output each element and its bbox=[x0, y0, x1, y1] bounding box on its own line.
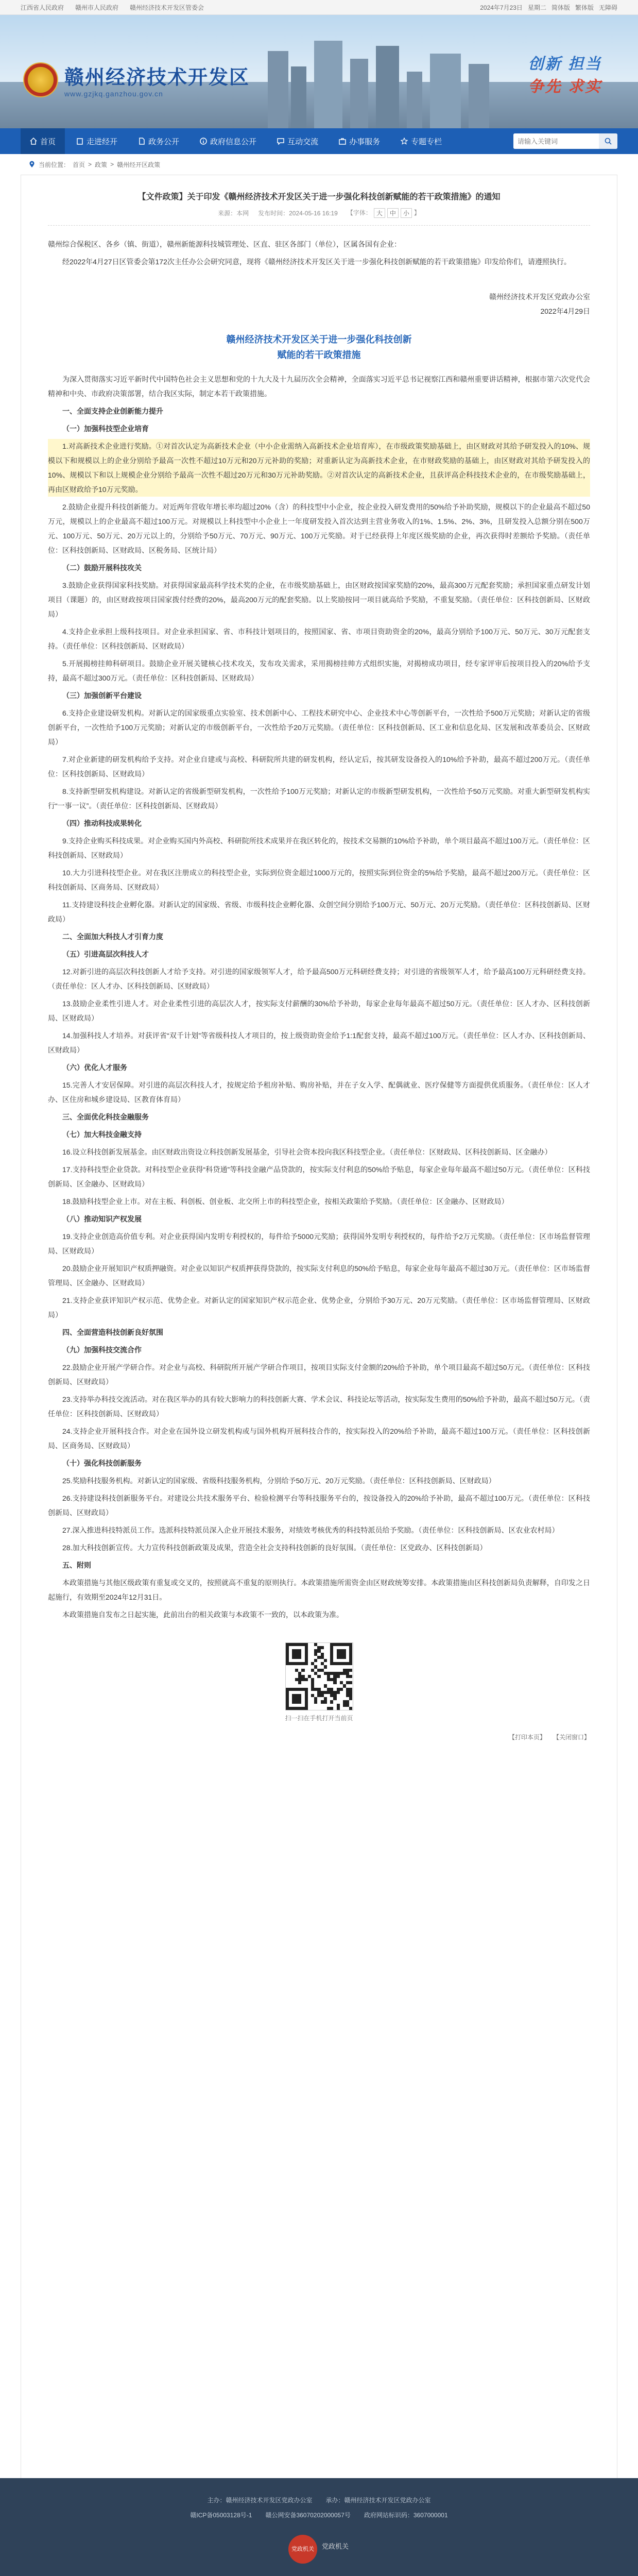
article-source: 来源：本网 bbox=[218, 210, 249, 217]
signature-org: 赣州经济技术开发区党政办公室 bbox=[489, 293, 590, 301]
font-size-medium[interactable]: 中 bbox=[387, 208, 399, 218]
close-window-button[interactable]: 【关闭窗口】 bbox=[553, 1734, 590, 1741]
article-meta bbox=[48, 208, 590, 218]
article-paragraph: 24.支持企业开展科技合作。对企业在国外设立研发机构或与国外机构开展科技合作的，按实际投入的20%给予补助，最高不超过100万元。（责任单位：区科技创新局、区商务局、区财政局） bbox=[48, 1427, 590, 1450]
article-date: 发布时间：2024-05-16 16:19 bbox=[258, 210, 338, 217]
qr-caption: 扫一扫在手机打开当前页 bbox=[285, 1715, 353, 1722]
service-icon bbox=[339, 138, 346, 145]
nav-item-topics[interactable] bbox=[391, 128, 451, 154]
article-paragraph: 3.鼓励企业获得国家科技奖励。对获得国家最高科学技术奖的企业，在市级奖励基础上，由区财政按国家奖励的20%，最高300万元配套奖励；承担国家重点研发计划项目（课题）的，由区财政按项目国家拨付经费的20%，最高200万元的配套奖励。以上奖励按同一项目就高给予奖励，不重复奖励。（责任单位：区科技创新局、区财政局） bbox=[48, 581, 590, 618]
article-paragraph: 11.支持建设科技企业孵化器。对新认定的国家级、省级、市级科技企业孵化器、众创空间分别给予100万元、50万元、20万元奖励。（责任单位：区科技创新局、区财政局） bbox=[48, 901, 590, 923]
article-paragraph: 5.开展揭榜挂帅科研项目。鼓励企业开展关键核心技术攻关，发布攻关需求，采用揭榜挂帅方式组织实施，对揭榜成功项目，经专家评审后按项目投入的20%给予支持，最高不超过300万元。（责任单位：区科技创新局、区财政局） bbox=[48, 659, 590, 682]
print-button[interactable]: 【打印本页】 bbox=[508, 1734, 546, 1741]
article-paragraph: 16.设立科技创新发展基金。由区财政出资设立科技创新发展基金，引导社会资本投向我区科技型企业。（责任单位：区财政局、区科技创新局、区金融办） bbox=[62, 1148, 552, 1156]
top-link[interactable]: 赣州经济技术开发区管委会 bbox=[130, 4, 204, 11]
article-paragraph: 本政策措施自发布之日起实施，此前出台的相关政策与本政策不一致的，以本政策为准。 bbox=[62, 1611, 343, 1619]
national-emblem-icon bbox=[23, 62, 58, 97]
nav-label: 政务公开 bbox=[148, 137, 180, 146]
site-logo[interactable] bbox=[23, 61, 250, 98]
section-heading: （一）加强科技型企业培育 bbox=[62, 425, 149, 433]
current-date: 2024年7月23日 bbox=[480, 4, 523, 11]
section-heading: 三、全面优化科技金融服务 bbox=[62, 1113, 149, 1121]
footer-organizer: 承办：赣州经济技术开发区党政办公室 bbox=[325, 2497, 431, 2504]
signature-date: 2022年4月29日 bbox=[540, 307, 590, 315]
article-paragraph: 12.对新引进的高层次科技创新人才给予支持。对引进的国家级领军人才，给予最高500万元科研经费支持；对引进的省级领军人才，给予最高100万元科研经费支持。（责任单位：区人才办、区科技创新局、区财政局） bbox=[48, 968, 590, 990]
search-button[interactable] bbox=[599, 133, 617, 149]
top-bar bbox=[0, 0, 638, 15]
slogan bbox=[528, 51, 602, 96]
header-banner bbox=[0, 15, 638, 128]
article-paragraph: 19.支持企业创造高价值专利。对企业获得国内发明专利授权的，每件给予5000元奖励；获得国外发明专利授权的，每件给予2万元奖励。（责任单位：区市场监督管理局、区财政局） bbox=[48, 1232, 590, 1255]
main-nav bbox=[0, 128, 638, 154]
document-icon bbox=[138, 138, 145, 145]
intro-recipients: 赣州综合保税区、各乡（镇、街道），赣州新能源科技城管理处、区直、驻区各部门（单位），区属各国有企业： bbox=[48, 240, 401, 248]
section-heading: （二）鼓励开展科技攻关 bbox=[62, 564, 142, 572]
section-heading: （十）强化科技创新服务 bbox=[62, 1459, 142, 1467]
footer-police-record[interactable]: 赣公网安备36070202000057号 bbox=[265, 2512, 351, 2519]
section-heading: 四、全面营造科技创新良好氛围 bbox=[62, 1328, 163, 1336]
nav-item-interaction[interactable] bbox=[268, 128, 327, 154]
nav-item-about[interactable] bbox=[67, 128, 127, 154]
article-paragraph: 8.支持新型研发机构建设。对新认定的省级新型研发机构，一次性给予100万元奖励；对新认定的市级新型研发机构，一次性给予50万元奖励。对重大新型研发机构实行“一事一议”。（责任单位：区科技创新局、区财政局） bbox=[48, 787, 590, 810]
site-name: 赣州经济技术开发区 bbox=[64, 67, 250, 89]
article-paragraph: 22.鼓励企业开展产学研合作。对企业与高校、科研院所开展产学研合作项目，按项目实际支付金额的20%给予补助，单个项目最高不超过50万元。（责任单位：区科技创新局、区财政局） bbox=[48, 1363, 590, 1386]
nav-label: 首页 bbox=[40, 137, 56, 146]
article-paragraph: 为深入贯彻落实习近平新时代中国特色社会主义思想和党的十九大及十九届历次全会精神，全面落实习近平总书记视察江西和赣州重要讲话精神，根据市第六次党代会精神和中央、市政府决策部署，结合我区实际，制定本若干政策措施。 bbox=[48, 375, 590, 398]
section-heading: 五、附则 bbox=[62, 1561, 91, 1569]
star-icon bbox=[401, 138, 408, 145]
article-paragraph: 10.大力引进科技型企业。对在我区注册成立的科技型企业，实际到位资金超过1000万元的，按照实际到位资金的5%给予奖励，最高不超过200万元。（责任单位：区科技创新局、区商务局、区财政局） bbox=[48, 869, 590, 891]
section-heading: （五）引进高层次科技人才 bbox=[62, 950, 149, 958]
nav-label: 办事服务 bbox=[349, 137, 381, 146]
footer-row2 bbox=[0, 2511, 638, 2519]
top-link[interactable]: 赣州市人民政府 bbox=[75, 4, 119, 11]
font-size-switch bbox=[347, 208, 420, 218]
breadcrumb-policy[interactable]: 政策 bbox=[95, 161, 108, 168]
article-paragraph: 13.鼓励企业柔性引进人才。对企业柔性引进的高层次人才，按实际支付薪酬的30%给予补助，每家企业每年最高不超过50万元。（责任单位：区人才办、区科技创新局、区财政局） bbox=[48, 999, 590, 1022]
nav-item-home[interactable] bbox=[21, 128, 65, 154]
nav-label: 互动交流 bbox=[287, 137, 319, 146]
traditional-link[interactable]: 繁体版 bbox=[575, 4, 594, 11]
footer-row1 bbox=[0, 2478, 638, 2504]
slogan-line2: 争先 求实 bbox=[528, 78, 602, 95]
article-title: 【文件政策】关于印发《赣州经济技术开发区关于进一步强化科技创新赋能的若干政策措施》的通知 bbox=[137, 193, 501, 201]
top-links bbox=[21, 3, 204, 12]
article-paragraph: 本政策措施与其他区级政策有重复或交叉的，按照就高不重复的原则执行。本政策措施所需资金由区财政统筹安排。本政策措施由区科技创新局负责解释，自印发之日起施行，有效期至2024年12月31日。 bbox=[48, 1579, 590, 1601]
footer bbox=[0, 2478, 638, 2576]
article-paragraph: 20.鼓励企业开展知识产权质押融资。对企业以知识产权质押获得贷款的，按实际支付利息的50%给予贴息，每家企业每年最高不超过30万元。（责任单位：区市场监督管理局、区金融办、区财政局） bbox=[48, 1264, 590, 1287]
nav-item-services[interactable] bbox=[330, 128, 389, 154]
qr-wrapper bbox=[48, 1642, 590, 1710]
gov-badge-caption: 党政机关 bbox=[322, 2543, 349, 2550]
article-paragraph: 25.奖励科技服务机构。对新认定的国家级、省级科技服务机构，分别给予50万元、20万元奖励。（责任单位：区科技创新局、区财政局） bbox=[62, 1477, 496, 1485]
article-paragraph: 28.加大科技创新宣传。大力宣传科技创新政策及成果，营造全社会支持科技创新的良好氛围。（责任单位：区党政办、区科技创新局） bbox=[62, 1544, 487, 1552]
section-heading: （七）加大科技金融支持 bbox=[62, 1130, 142, 1139]
top-link[interactable]: 江西省人民政府 bbox=[21, 4, 64, 11]
breadcrumb-home[interactable]: 首页 bbox=[73, 161, 85, 168]
article-paragraph: 26.支持建设科技创新服务平台。对建设公共技术服务平台、检验检测平台等科技服务平台的，按设备投入的20%给予补助，最高不超过100万元。（责任单位：区科技创新局、区财政局） bbox=[48, 1494, 590, 1517]
info-icon bbox=[200, 138, 207, 145]
title-divider bbox=[48, 225, 590, 226]
article-paragraph: 4.支持企业承担上级科技项目。对企业承担国家、省、市科技计划项目的，按照国家、省、市项目资助资金的20%，最高分别给予100万元、50万元、30万元配套支持。（责任单位：区科技创新局、区财政局） bbox=[48, 628, 590, 650]
article-paragraph: 7.对企业新建的研发机构给予支持。对企业自建或与高校、科研院所共建的研发机构，经认定后，按其研发设备投入的10%给予补助，最高不超过200万元。（责任单位：区科技创新局、区财政局） bbox=[48, 755, 590, 778]
accessibility-link[interactable]: 无障碍 bbox=[598, 4, 617, 11]
font-size-small[interactable]: 小 bbox=[401, 208, 412, 218]
section-heading: （三）加强创新平台建设 bbox=[62, 691, 142, 700]
section-heading: （九）加强科技交流合作 bbox=[62, 1346, 142, 1354]
article-paragraph: 14.加强科技人才培养。对获评省“双千计划”等省级科技人才项目的，按上级资助资金给予1:1配套支持，最高不超过100万元。（责任单位：区人才办、区科技创新局、区财政局） bbox=[48, 1031, 590, 1054]
font-size-end: 】 bbox=[413, 209, 420, 216]
slogan-line1: 创新 担当 bbox=[528, 56, 602, 73]
breadcrumb: 当前位置： 首页 > 政策 > 赣州经开区政策 bbox=[0, 154, 638, 175]
breadcrumb-current[interactable]: 赣州经开区政策 bbox=[117, 161, 161, 168]
document-title bbox=[48, 332, 590, 363]
article-paragraph: 1.对高新技术企业进行奖励。①对首次认定为高新技术企业（中小企业需纳入高新技术企业培育库），在市级政策奖励基础上，由区财政对其给予研发投入的10%、规模以下和规模以上的企业分别给予最高一次性不超过10万元和20万元补助的奖励；对重新认定为高新技术企业，在市财政奖励的基础上，由区财政对其给予研发投入的10%、规模以下和以上规模企业分别给予最高一次性不超过20万元和30万元补助奖励。②对首次认定的高新技术企业，且获评高企科技技术企业的，在市级奖励基础上，再由区财政给予10万元奖励。 bbox=[48, 439, 590, 497]
article-body bbox=[48, 372, 590, 1622]
footer-site-code: 政府网站标识码：3607000001 bbox=[364, 2512, 448, 2519]
nav-label: 专题专栏 bbox=[411, 137, 442, 146]
section-heading: （八）推动知识产权发展 bbox=[62, 1215, 142, 1223]
section-heading: （六）优化人才服务 bbox=[62, 1063, 127, 1072]
article-paragraph: 27.深入推进科技特派员工作。选派科技特派员深入企业开展技术服务，对绩效考核优秀的科技特派员给予奖励。（责任单位：区科技创新局、区农业农村局） bbox=[62, 1526, 559, 1534]
document-title-line2: 赋能的若干政策措施 bbox=[277, 350, 361, 360]
chat-icon bbox=[277, 138, 284, 145]
qr-code bbox=[285, 1642, 353, 1710]
footer-icp[interactable]: 赣ICP备05003128号-1 bbox=[190, 2512, 252, 2519]
section-heading: 一、全面支持企业创新能力提升 bbox=[62, 407, 163, 415]
article-paragraph: 2.鼓励企业提升科技创新能力。对近两年营收年增长率均超过20%（含）的科技型中小企业，按企业投入研发费用的50%给予补助奖励，规模以下的企业最高不超过50万元，规模以上的企业最高不超过100万元。对规模以上科技型中小企业上一年度研发投入首次达到主营业务收入的1%、1.5%、2%、3%，且研发投入总额分别在500万元、100万元、50万元、20万元以上的，分别给予50万元、70万元、90万元、100万元奖励。对于已经获得上年度区级奖励的企业，再次获得时差额给予奖励。（责任单位：区科技创新局、区财政局、区税务局、区统计局） bbox=[48, 503, 590, 554]
nav-item-info-disclosure[interactable] bbox=[191, 128, 266, 154]
article-paragraph: 17.支持科技型企业贷款。对科技型企业获得“科贷通”等科技金融产品贷款的，按实际支付利息的50%给予贴息，每家企业每年最高不超过50万元。（责任单位：区科技创新局、区金融办、区财政局） bbox=[48, 1165, 590, 1188]
location-icon bbox=[28, 161, 36, 168]
article-paragraph: 9.支持企业购买科技成果。对企业购买国内外高校、科研院所技术成果并在我区转化的，按技术交易额的10%给予补助，单个项目最高不超过100万元。（责任单位：区科技创新局、区财政局） bbox=[48, 837, 590, 859]
footer-sponsor: 主办：赣州经济技术开发区党政办公室 bbox=[207, 2497, 313, 2504]
breadcrumb-prefix: 当前位置： bbox=[39, 161, 70, 168]
font-size-label: 【字体： bbox=[347, 209, 372, 216]
search-box bbox=[513, 133, 617, 149]
simplified-link[interactable]: 简体版 bbox=[551, 4, 570, 11]
article-paragraph: 21.支持企业获评知识产权示范、优势企业。对新认定的国家知识产权示范企业、优势企业，分别给予30万元、20万元奖励。（责任单位：区市场监督管理局、区财政局） bbox=[48, 1296, 590, 1319]
document-title-line1: 赣州经济技术开发区关于进一步强化科技创新 bbox=[226, 334, 412, 345]
weekday: 星期二 bbox=[527, 4, 546, 11]
building-icon bbox=[76, 138, 83, 145]
gov-badge-icon[interactable]: 党政机关 bbox=[288, 2535, 317, 2564]
article-paragraph: 15.完善人才安居保障。对引进的高层次科技人才，按规定给予租房补贴、购房补贴，并在子女入学、配偶就业、医疗保健等方面提供优质服务。（责任单位：区人才办、区住房和城乡建设局、区教育体育局） bbox=[48, 1081, 590, 1104]
top-right bbox=[480, 3, 617, 12]
nav-item-gov-affairs[interactable] bbox=[129, 128, 188, 154]
site-url: www.gzjkq.ganzhou.gov.cn bbox=[64, 90, 163, 98]
intro-body: 经2022年4月27日区管委会第172次主任办公会研究同意，现将《赣州经济技术开发区关于进一步强化科技创新赋能的若干政策措施》印发给你们，请遵照执行。 bbox=[62, 258, 571, 266]
nav-label: 政府信息公开 bbox=[210, 137, 257, 146]
section-heading: （四）推动科技成果转化 bbox=[62, 819, 142, 827]
article-paragraph: 23.支持举办科技交流活动。对在我区举办的具有较大影响力的科技创新大赛、学术会议、科技论坛等活动，按实际发生费用的50%给予补助，最高不超过50万元。（责任单位：区科技创新局、区财政局） bbox=[48, 1395, 590, 1418]
search-icon bbox=[605, 138, 612, 145]
nav-label: 走进经开 bbox=[87, 137, 118, 146]
article-paragraph: 18.鼓励科技型企业上市。对在主板、科创板、创业板、北交所上市的科技型企业，按相关政策给予奖励。（责任单位：区金融办、区财政局） bbox=[62, 1197, 509, 1206]
article-tools bbox=[48, 1733, 590, 1741]
search-input[interactable] bbox=[513, 133, 599, 149]
article-paragraph: 6.支持企业建设研发机构。对新认定的国家级重点实验室、技术创新中心、工程技术研究中心、企业技术中心等创新平台，一次性给予500万元奖励；对新认定的省级创新平台，一次性给予100万元奖励；对新认定的市级创新平台，一次性给予20万元奖励。（责任单位：区科技创新局、区工业和信息化局、区发展和改革委员会、区财政局） bbox=[48, 709, 590, 746]
section-heading: 二、全面加大科技人才引育力度 bbox=[62, 933, 163, 941]
home-icon bbox=[30, 138, 37, 145]
font-size-large[interactable]: 大 bbox=[374, 208, 385, 218]
article-container bbox=[21, 175, 617, 2576]
